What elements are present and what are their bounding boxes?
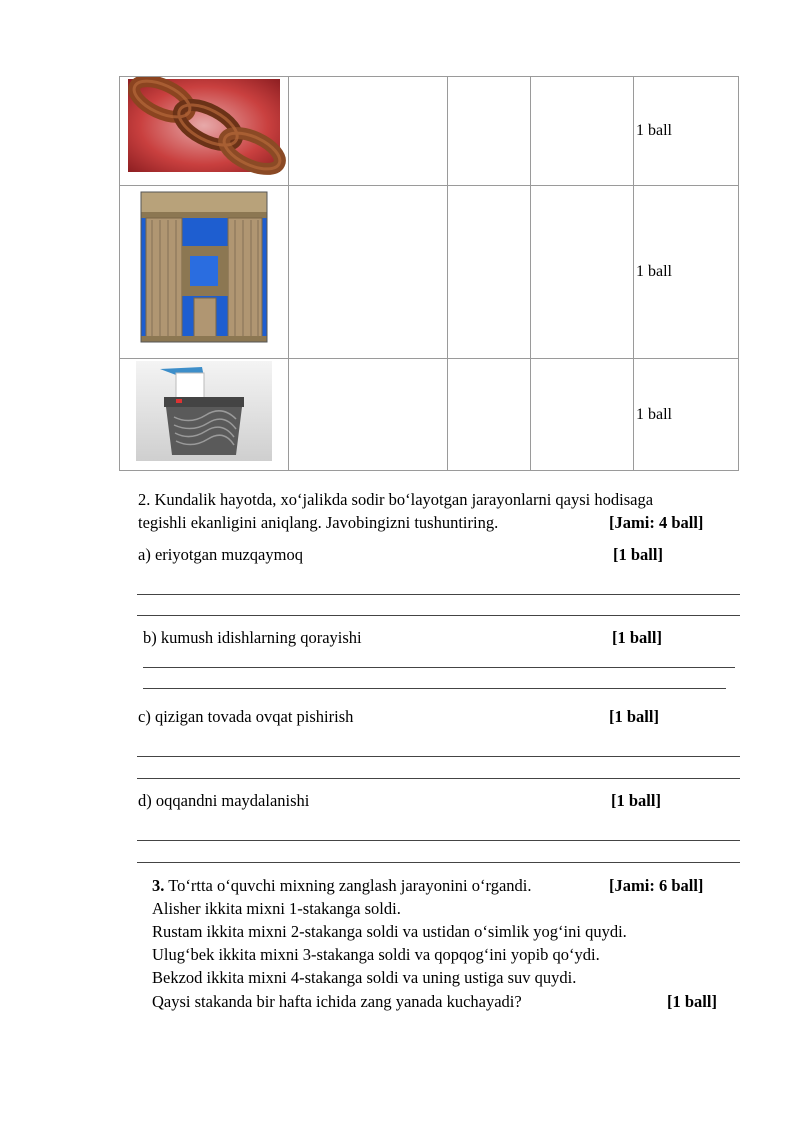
table-row bbox=[120, 186, 739, 359]
rusty-chain-image bbox=[120, 77, 288, 185]
q3-line5: Bekzod ikkita mixni 4-stakanga soldi va uning ustiga suv quydi. bbox=[152, 968, 577, 987]
table-row bbox=[120, 77, 739, 186]
q2-item-c: c) qizigan tovada ovqat pishirish bbox=[138, 707, 354, 726]
paper-shredder-image bbox=[120, 359, 288, 470]
empty-cell[interactable] bbox=[448, 77, 531, 186]
answer-line[interactable] bbox=[143, 667, 735, 668]
answer-line[interactable] bbox=[143, 688, 726, 689]
q3-number: 3. bbox=[152, 876, 165, 895]
score-label: 1 ball bbox=[636, 405, 672, 423]
answer-line[interactable] bbox=[137, 840, 740, 841]
q2-item-a-points: [1 ball] bbox=[613, 545, 663, 564]
empty-cell[interactable] bbox=[289, 77, 448, 186]
q2-item-d: d) oqqandni maydalanishi bbox=[138, 791, 310, 810]
score-cell bbox=[634, 359, 739, 471]
q2-item-a: a) eriyotgan muzqaymoq bbox=[138, 545, 303, 564]
empty-cell[interactable] bbox=[289, 359, 448, 471]
q3-line6: Qaysi stakanda bir hafta ichida zang yanada kuchayadi? bbox=[152, 992, 522, 1011]
q2-item-b: b) kumush idishlarning qorayishi bbox=[143, 628, 362, 647]
q3-intro: To‘rtta o‘quvchi mixning zanglash jarayonini o‘rgandi. bbox=[164, 876, 532, 895]
q3-line1 bbox=[152, 876, 531, 896]
image-cell bbox=[120, 77, 289, 186]
q2-prompt-line1: 2. Kundalik hayotda, xo‘jalikda sodir bo‘layotgan jarayonlarni qaysi hodisaga bbox=[138, 490, 654, 509]
answer-line[interactable] bbox=[137, 615, 740, 616]
table-row bbox=[120, 359, 739, 471]
q2-item-d-points: [1 ball] bbox=[611, 791, 661, 810]
empty-cell[interactable] bbox=[531, 359, 634, 471]
answer-line[interactable] bbox=[137, 756, 740, 757]
q2-prompt-line2: tegishli ekanligini aniqlang. Javobingizni tushuntiring. bbox=[138, 513, 499, 532]
score-cell bbox=[634, 77, 739, 186]
answer-line[interactable] bbox=[137, 862, 740, 863]
score-label: 1 ball bbox=[636, 263, 672, 280]
q2-item-b-points: [1 ball] bbox=[612, 628, 662, 647]
q3-line3: Rustam ikkita mixni 2-stakanga soldi va ustidan o‘simlik yog‘ini quydi. bbox=[152, 922, 627, 941]
q3-points: [1 ball] bbox=[667, 992, 717, 1011]
empty-cell[interactable] bbox=[531, 186, 634, 359]
empty-cell[interactable] bbox=[448, 359, 531, 471]
answer-table bbox=[119, 76, 739, 471]
image-cell bbox=[120, 186, 289, 359]
empty-cell[interactable] bbox=[289, 186, 448, 359]
score-label: 1 ball bbox=[636, 122, 672, 139]
answer-line[interactable] bbox=[137, 594, 740, 595]
empty-cell[interactable] bbox=[531, 77, 634, 186]
q3-line4: Ulug‘bek ikkita mixni 3-stakanga soldi va qopqog‘ini yopib qo‘ydi. bbox=[152, 945, 600, 964]
q2-total: [Jami: 4 ball] bbox=[609, 513, 704, 532]
answer-line[interactable] bbox=[137, 778, 740, 779]
score-cell bbox=[634, 186, 739, 359]
stone-columns-image bbox=[120, 186, 288, 358]
q3-total: [Jami: 6 ball] bbox=[609, 876, 704, 895]
q3-line2: Alisher ikkita mixni 1-stakanga soldi. bbox=[152, 899, 401, 918]
image-cell bbox=[120, 359, 289, 471]
empty-cell[interactable] bbox=[448, 186, 531, 359]
q2-item-c-points: [1 ball] bbox=[609, 707, 659, 726]
